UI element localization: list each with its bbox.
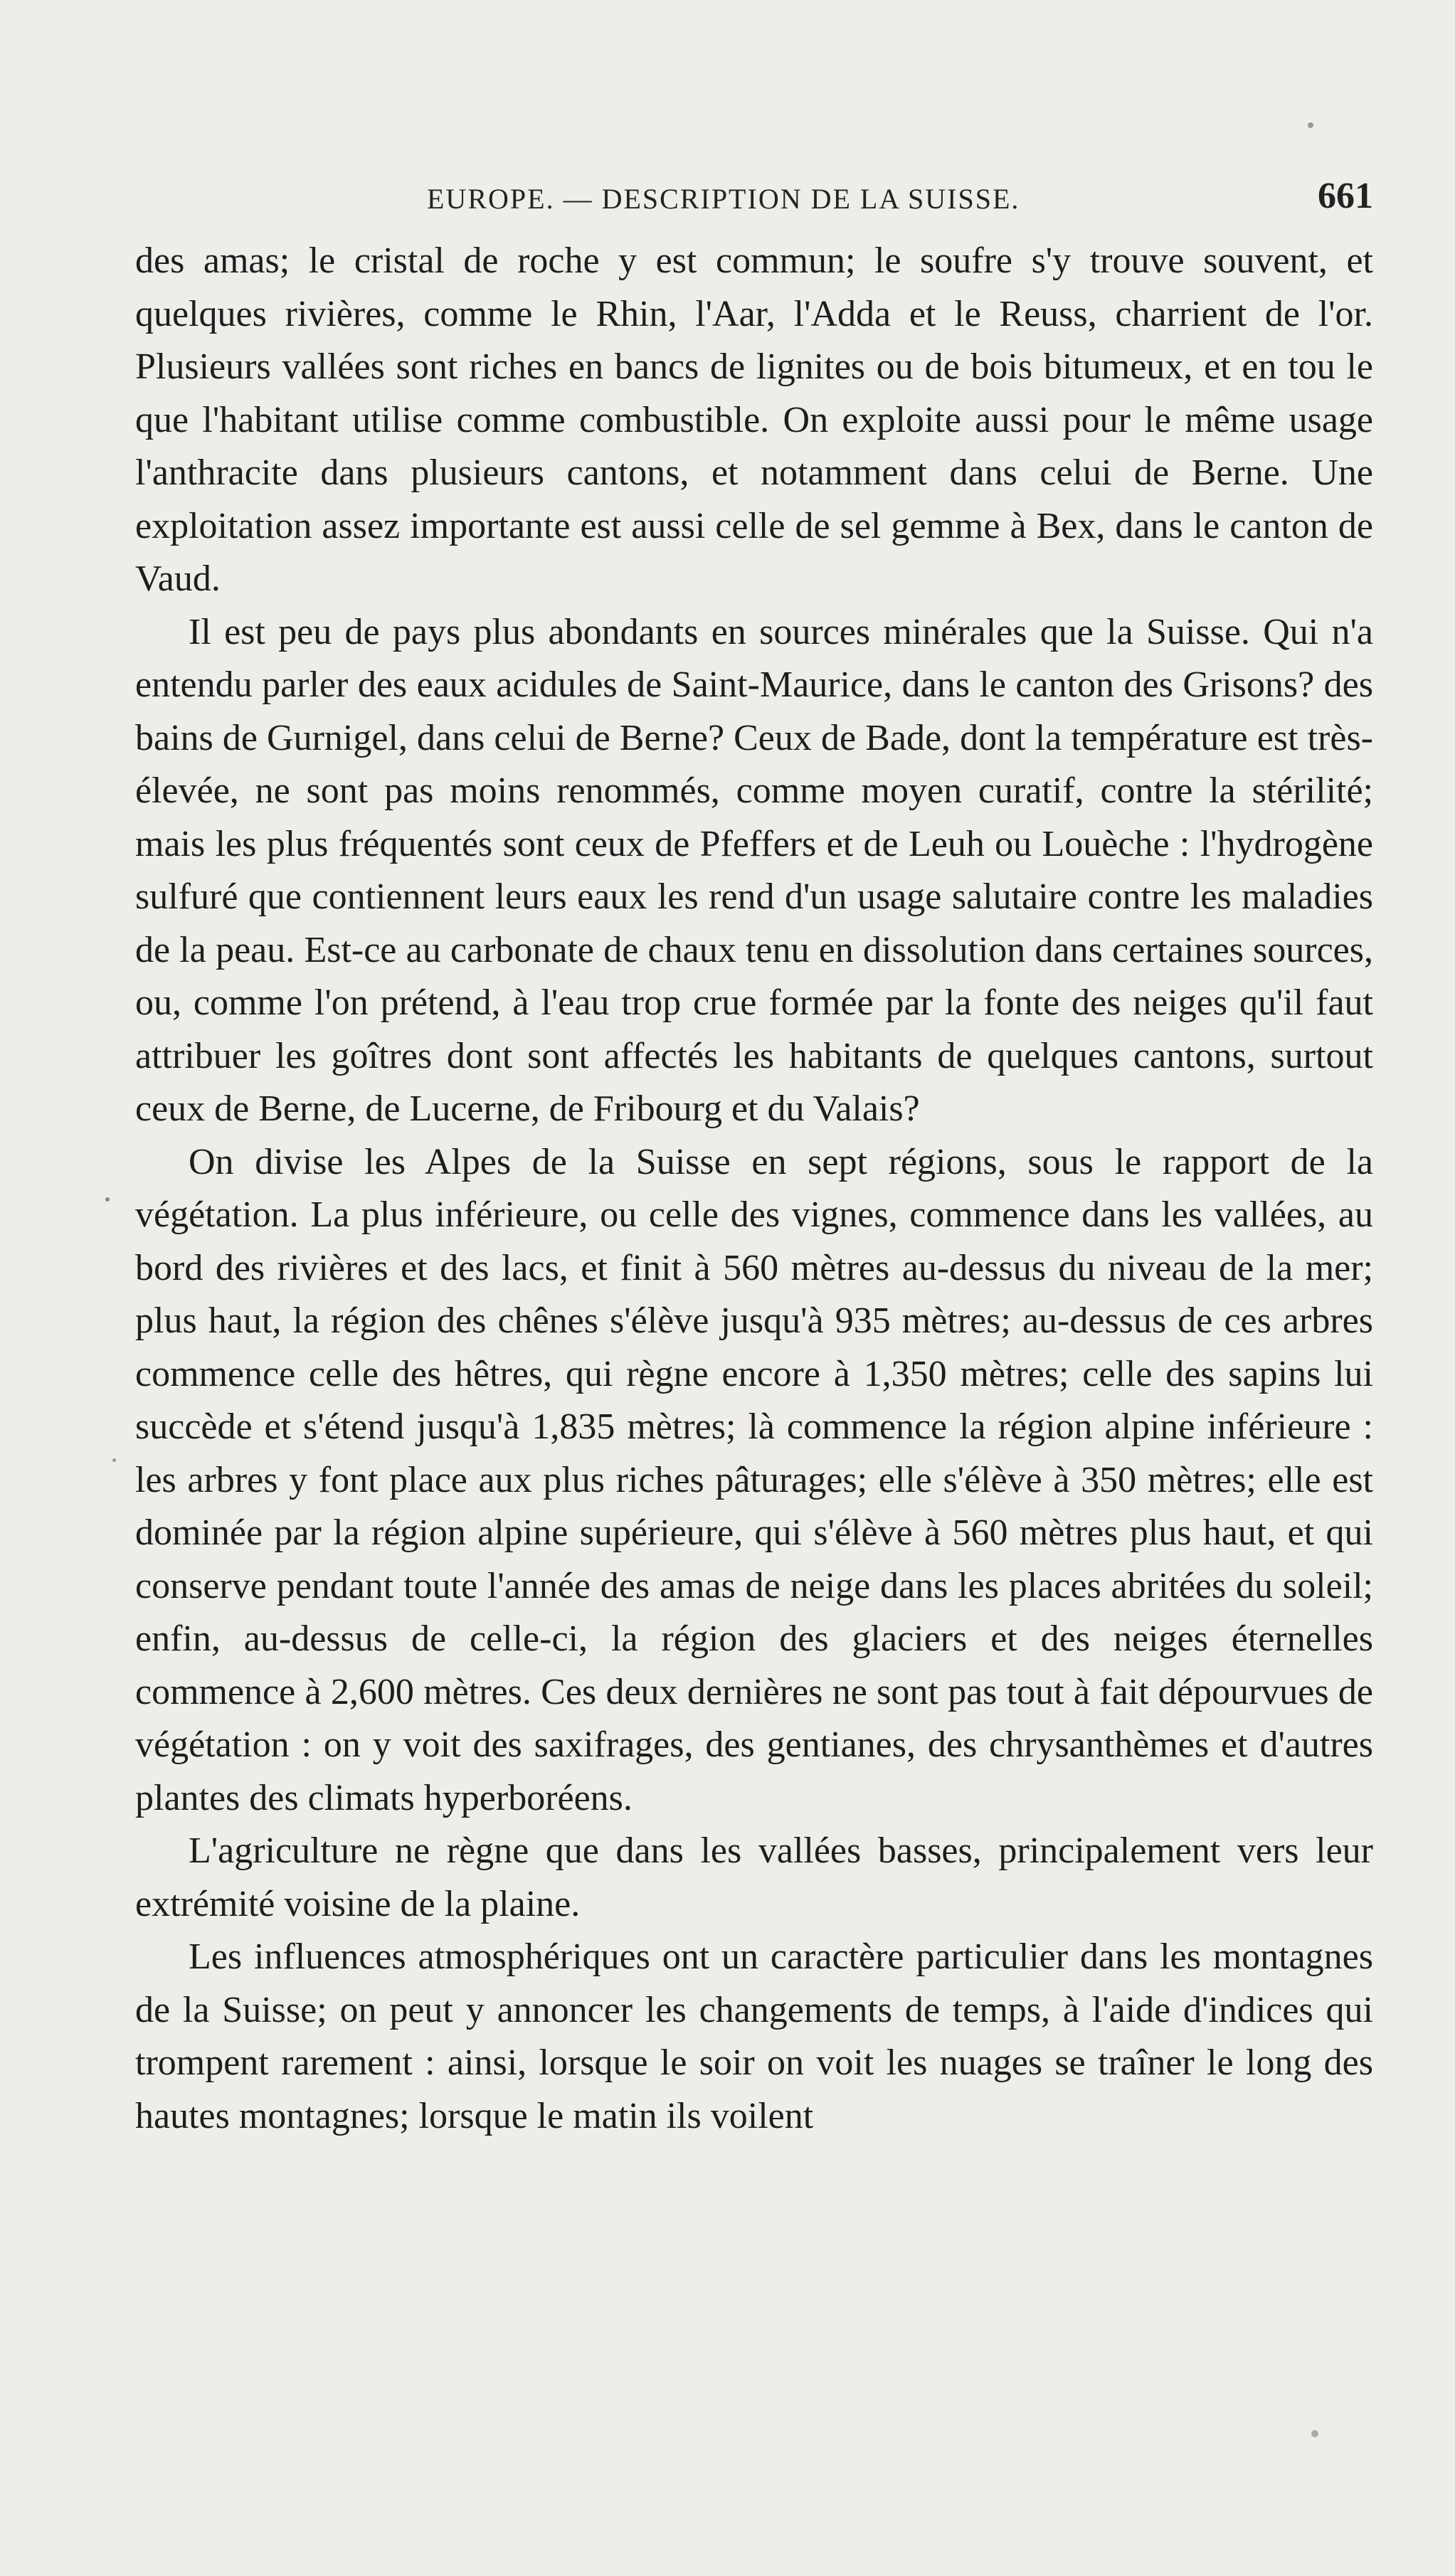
scan-speck [105, 1197, 110, 1202]
running-head [135, 169, 1373, 226]
paragraph: On divise les Alpes de la Suisse en sept régions, sous le rapport de la végétation. La plus inférieure, ou celle des vignes, commence dans les vallées, au bord des rivières et des lacs, et finit à 560 mètres au-dessus du niveau de la mer; plus haut, la région des chênes s'élève jusqu'à 935 mètres; au-dessus de ces arbres commence celle des hêtres, qui règne encore à 1,350 mètres; celle des sapins lui succède et s'étend jusqu'à 1,835 mètres; là commence la région alpine inférieure : les arbres y font place aux plus riches pâturages; elle s'élève à 350 mètres; elle est dominée par la région alpine supérieure, qui s'élève à 560 mètres plus haut, et qui conserve pendant toute l'année des amas de neige dans les places abritées du soleil; enfin, au-dessus de celle-ci, la région des glaciers et des neiges éternelles commence à 2,600 mètres. Ces deux dernières ne sont pas tout à fait dépourvues de végétation : on y voit des saxifrages, des gentianes, des chrysanthèmes et d'autres plantes des climats hyperboréens. [135, 1141, 1373, 1818]
paragraph: L'agriculture ne règne que dans les vallées basses, principalement vers leur extrémité voisine de la plaine. [135, 1830, 1373, 1924]
running-title: EUROPE. — DESCRIPTION DE LA SUISSE. [427, 183, 1020, 215]
body-text [135, 235, 1373, 2143]
paragraph: Les influences atmosphériques ont un caractère particulier dans les montagnes de la Suisse; on peut y annoncer les changements de temps, à l'aide d'indices qui trompent rarement : ainsi, lorsque le soir on voit les nuages se traîner le long des hautes montagnes; lorsque le matin ils voilent [135, 1936, 1373, 2136]
scan-speck [112, 1458, 116, 1462]
paragraph: des amas; le cristal de roche y est commun; le soufre s'y trouve souvent, et quelques rivières, comme le Rhin, l'Aar, l'Adda et le Reuss, charrient de l'or. Plusieurs vallées sont riches en bancs de lignites ou de bois bitumeux, et en tou le que l'habitant utilise comme combustible. On exploite aussi pour le même usage l'anthracite dans plusieurs cantons, et notamment dans celui de Berne. Une exploitation assez importante est aussi celle de sel gemme à Bex, dans le canton de Vaud. [135, 240, 1373, 599]
paragraph: Il est peu de pays plus abondants en sources minérales que la Suisse. Qui n'a entendu parler des eaux acidules de Saint-Maurice, dans le canton des Grisons? des bains de Gurnigel, dans celui de Berne? Ceux de Bade, dont la température est très-élevée, ne sont pas moins renommés, comme moyen curatif, contre la stérilité; mais les plus fréquentés sont ceux de Pfeffers et de Leuh ou Louèche : l'hydrogène sulfuré que contiennent leurs eaux les rend d'un usage salutaire contre les maladies de la peau. Est-ce au carbonate de chaux tenu en dissolution dans certaines sources, ou, comme l'on prétend, à l'eau trop crue formée par la fonte des neiges qu'il faut attribuer les goîtres dont sont affectés les habitants de quelques cantons, surtout ceux de Berne, de Lucerne, de Fribourg et du Valais? [135, 611, 1373, 1129]
scan-speck [1308, 122, 1313, 128]
page-number: 661 [1318, 176, 1373, 216]
scan-speck [1311, 2430, 1318, 2437]
